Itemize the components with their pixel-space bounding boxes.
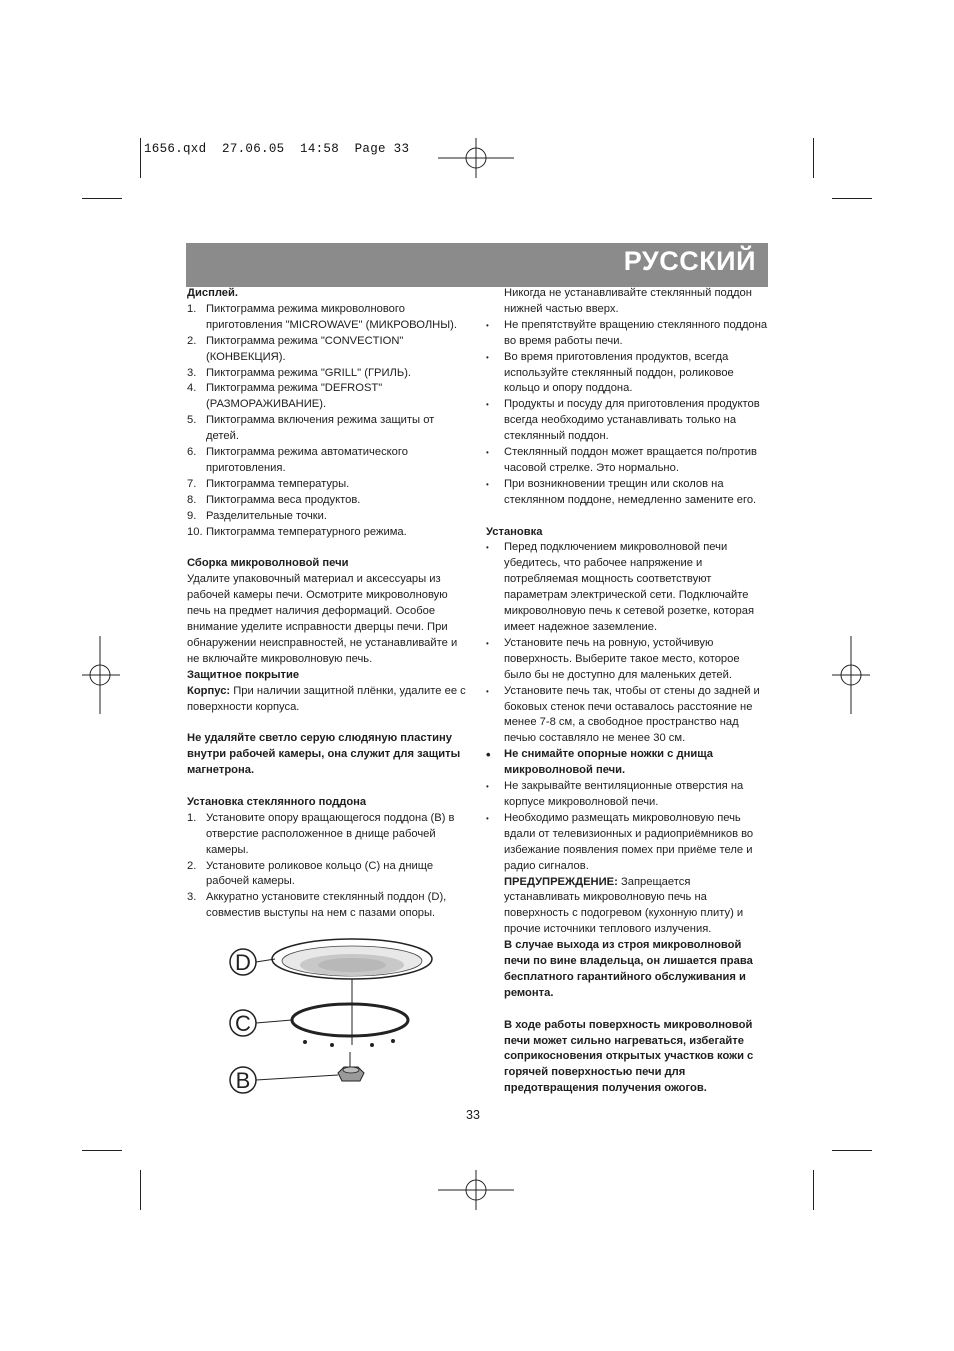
warning-paragraph <box>486 875 768 939</box>
tray-continued: Никогда не устанавливайте стеклянный поддон нижней частью вверх. <box>504 287 752 315</box>
step-number: 3. <box>187 891 197 904</box>
display-heading: Дисплей. <box>187 287 238 299</box>
step-text: Аккуратно установите стеклянный поддон (D), совместив выступы на нем с пазами опоры. <box>206 891 447 920</box>
language-title: РУССКИЙ <box>623 246 756 276</box>
item-number: 5. <box>187 414 197 427</box>
tray-steps <box>187 811 469 922</box>
item-text: Пиктограмма режима автоматического приготовления. <box>206 446 408 474</box>
item-text: Пиктограмма веса продуктов. <box>206 493 361 506</box>
bullet-text: Продукты и посуду для приготовления продуктов всегда необходимо устанавливать только на стеклянный поддон. <box>504 398 760 443</box>
bullet-mark: • <box>486 352 489 362</box>
tray-bullet <box>486 445 768 477</box>
bullet-text: Стеклянный поддон может вращается по/против часовой стрелке. Это нормально. <box>504 446 757 474</box>
install-bullet: • Установите печь так, чтобы от стены до задней и боковых стенок печи оставалось расстояние не менее 7-8 см, а свободное пространство над печью составляло не менее 30 см. <box>486 684 760 745</box>
step-number: 1. <box>187 811 197 824</box>
install-bullet: • Не закрывайте вентиляционные отверстия на корпусе микроволновой печи. <box>486 780 744 808</box>
display-item <box>187 445 469 477</box>
item-number: 9. <box>187 509 197 522</box>
tray-bullet <box>486 318 768 350</box>
install-heading: Установка <box>486 525 543 538</box>
left-column <box>187 286 469 922</box>
item-text: Пиктограмма температуры. <box>206 477 350 490</box>
item-text: Пиктограмма режима микроволнового приготовления "MICROWAVE" (МИКРОВОЛНЫ). <box>206 302 457 331</box>
bullet-mark: • <box>486 400 489 410</box>
warning-text: Запрещается устанавливать микроволновую печь на поверхность с подогревом (кухонную плиту) и прочие источники теплового излучения. <box>504 875 744 936</box>
page-number: 33 <box>466 1108 480 1122</box>
item-text: Пиктограмма режима "GRILL" (ГРИЛЬ). <box>206 366 412 379</box>
tray-step <box>187 890 469 922</box>
hot-surface-warning: В ходе работы поверхность микроволновой печи может сильно нагреваться, избегайте соприкосновения открытых участков кожи с горячей поверхностью печи для предотвращения получения ожогов. <box>504 1018 754 1095</box>
item-number: 4. <box>187 382 197 395</box>
item-number: 8. <box>187 493 197 506</box>
roller-ring-shape <box>292 1004 408 1036</box>
display-item <box>187 334 469 366</box>
item-number: 7. <box>187 477 197 490</box>
print-slug: 1656.qxd 27.06.05 14:58 Page 33 <box>144 142 410 156</box>
display-item <box>187 509 469 525</box>
tray-bullet <box>486 477 768 509</box>
item-number: 3. <box>187 366 197 379</box>
bullet-mark: • <box>486 479 489 489</box>
label-b: B <box>235 1068 251 1093</box>
display-item <box>187 493 469 509</box>
item-text: Пиктограмма температурного режима. <box>206 525 407 538</box>
display-item <box>187 302 469 334</box>
bullet-mark: • <box>486 320 489 330</box>
body-paragraph <box>187 684 469 716</box>
bullet-text: При возникновении трещин или сколов на стеклянном поддоне, немедленно замените его. <box>504 477 757 506</box>
step-text: Установите роликовое кольцо (C) на днище рабочей камеры. <box>206 859 434 888</box>
label-c: C <box>235 1011 251 1036</box>
tray-step <box>187 811 469 859</box>
language-banner <box>186 243 768 287</box>
item-text: Разделительные точки. <box>206 509 328 522</box>
item-text: Пиктограмма режима "CONVECTION" (КОНВЕКЦИЯ). <box>206 334 404 363</box>
bullet-text: Не препятствуйте вращению стеклянного поддона во время работы печи. <box>504 318 768 347</box>
warranty-warning: В случае выхода из строя микроволновой печи по вине владельца, он лишается права бесплатного гарантийного обслуживания и ремонта. <box>504 939 753 999</box>
display-list <box>187 302 469 541</box>
body-label: Корпус: <box>187 684 231 697</box>
body-text: При наличии защитной плёнки, удалите ее с поверхности корпуса. <box>187 684 466 713</box>
item-number: 2. <box>187 334 197 347</box>
display-item <box>187 477 469 493</box>
right-column <box>486 286 768 1097</box>
step-number: 2. <box>187 859 197 872</box>
display-item <box>187 525 469 541</box>
label-d: D <box>235 950 251 975</box>
item-text: Пиктограмма включения режима защиты от детей. <box>206 414 435 443</box>
bullet-text: Во время приготовления продуктов, всегда используйте стеклянный поддон, роликовое кольцо и опору поддона. <box>504 350 734 395</box>
turntable-diagram <box>220 935 445 1100</box>
tray-bullets <box>486 318 768 509</box>
install-bullet: • Необходимо размещать микроволновую печь вдали от телевизионных и радиоприёмников во избежание появления помех при приёме теле и радио сигналов. <box>486 811 754 872</box>
tray-step <box>187 859 469 891</box>
tray-heading: Установка стеклянного поддона <box>187 795 367 808</box>
install-bullet-bold: • Не снимайте опорные ножки с днища микроволновой печи. <box>486 747 714 777</box>
tray-bullet <box>486 397 768 445</box>
display-item <box>187 413 469 445</box>
mica-warning: Не удаляйте светло серую слюдяную пластину внутри рабочей камеры, она служит для защиты магнетрона. <box>187 732 461 777</box>
step-text: Установите опору вращающегося поддона (B) в отверстие расположенное в днище рабочей камеры. <box>206 811 455 856</box>
item-text: Пиктограмма режима "DEFROST" (РАЗМОРАЖИВАНИЕ). <box>206 382 383 411</box>
tray-bullet <box>486 350 768 398</box>
assembly-heading: Сборка микроволновой печи <box>187 557 349 570</box>
coating-heading: Защитное покрытие <box>187 668 300 681</box>
assembly-text: Удалите упаковочный материал и аксессуары из рабочей камеры печи. Осмотрите микроволновую печь на предмет наличия деформаций. Особое внимание уделите исправности дверцы печи. При обнаружении неисправностей, не устанавливайте и не включайте микроволновую печь. <box>187 573 458 665</box>
warning-label: ПРЕДУПРЕЖДЕНИЕ: <box>504 875 618 888</box>
item-number: 6. <box>187 446 197 459</box>
item-number: 1. <box>187 302 197 315</box>
display-item <box>187 366 469 382</box>
item-number: 10. <box>187 525 203 538</box>
display-item <box>187 381 469 413</box>
bullet-mark: • <box>486 448 489 458</box>
install-bullet: • Установите печь на ровную, устойчивую поверхность. Выберите такое место, которое было бы не доступно для маленьких детей. <box>486 636 740 681</box>
install-bullet: • Перед подключением микроволновой печи убедитесь, что рабочее напряжение и потребляемая мощность соответствуют параметрам электрической сети. Подключайте микроволновую печь к сетевой розетке, которая имеет надежное заземление. <box>486 541 755 634</box>
